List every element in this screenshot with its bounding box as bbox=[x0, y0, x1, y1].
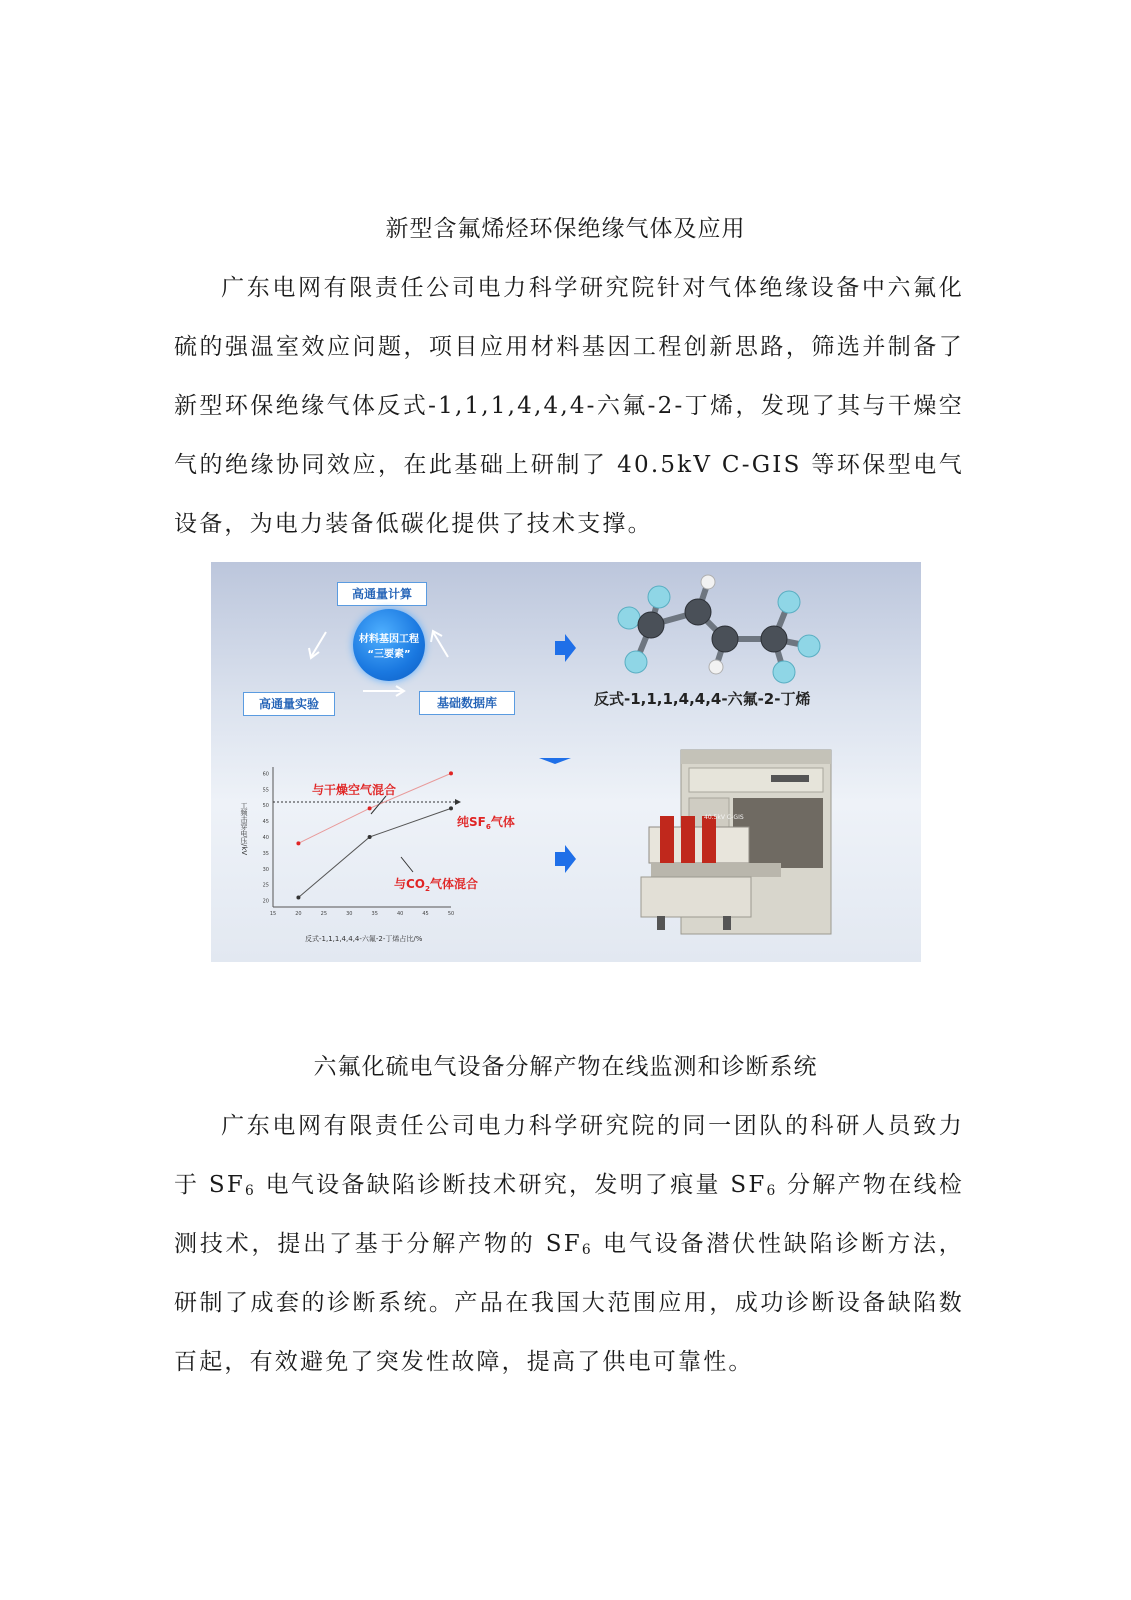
arrow-right-bottom bbox=[555, 845, 576, 873]
molecule-model bbox=[618, 575, 820, 683]
chart-x-tick-label: 15 bbox=[269, 911, 277, 917]
box-high-throughput-compute: 高通量计算 bbox=[337, 582, 427, 606]
chart-y-tick-label: 40 bbox=[262, 835, 269, 841]
figure-graphics bbox=[211, 562, 921, 962]
chart-x-tick-label: 25 bbox=[320, 911, 328, 917]
chart-y-tick-label: 20 bbox=[262, 898, 269, 905]
material-genome-circle bbox=[353, 609, 425, 681]
chart-point bbox=[296, 895, 300, 899]
section2-paragraph bbox=[174, 1097, 964, 1392]
chart-y-tick-label: 35 bbox=[262, 850, 269, 857]
section1-text: 广东电网有限责任公司电力科学研究院针对气体绝缘设备中六氟化硫的强温室效应问题，项目应用材料基因工程创新思路，筛选并制备了新型环保绝缘气体反式-1,1,1,4,4,4-六氟-2-丁烯，发现了其与干燥空气的绝缘协同效应，在此基础上研制了 40.5kV C-GIS 等环保型电气设备，为电力装备低碳化提供了技术支撑。 bbox=[174, 275, 964, 537]
carbon-atom bbox=[712, 626, 738, 652]
section2-text-a: 广东电网有限责任公司电力科学研究院的同一团队的科研人员致力于 SF bbox=[174, 1113, 964, 1198]
chart-x-tick-label: 40 bbox=[396, 911, 404, 917]
chart-x-tick-label: 20 bbox=[295, 911, 302, 917]
circle-line1: 材料基因工程 bbox=[359, 634, 419, 645]
chart-label-air: 与干燥空气混合 bbox=[312, 783, 397, 797]
chart-y-tick-label: 60 bbox=[262, 771, 269, 778]
hydrogen-atom bbox=[709, 660, 723, 674]
hydrogen-atom bbox=[701, 575, 715, 589]
fluorine-atom bbox=[618, 607, 640, 629]
fluorine-atom bbox=[773, 661, 795, 683]
section2-text-d: 电气设备潜伏性缺陷诊断方法，研制了成套的诊断系统。产品在我国大范围应用，成功诊断设备缺陷数百起，有效避免了突发性故障，提高了供电可靠性。 bbox=[174, 1231, 964, 1375]
chart-y-tick-label: 45 bbox=[262, 819, 269, 826]
carbon-atom bbox=[685, 599, 711, 625]
chart-y-tick-label: 30 bbox=[262, 866, 269, 873]
section2-text-b: 电气设备缺陷诊断技术研究，发明了痕量 SF bbox=[256, 1172, 767, 1198]
sf6-label-sub: 6 bbox=[485, 822, 491, 831]
co2-label-b: 气体混合 bbox=[430, 877, 479, 891]
carbon-atom bbox=[638, 612, 664, 638]
sf6-subscript: 6 bbox=[245, 1183, 256, 1199]
circle-line2: “三要素” bbox=[367, 649, 411, 660]
chart-point bbox=[449, 771, 453, 775]
sf6-reference-arrowhead bbox=[455, 799, 461, 805]
section1-title: 新型含氟烯烃环保绝缘气体及应用 bbox=[385, 216, 746, 242]
chart-y-tick-label: 55 bbox=[262, 787, 269, 794]
fluorine-atom bbox=[625, 651, 647, 673]
fluorine-atom bbox=[648, 586, 670, 608]
box-basic-database: 基础数据库 bbox=[419, 691, 515, 715]
chart-label-co2 bbox=[394, 875, 478, 892]
chart-xlabel: 反式-1,1,1,4,4,4-六氟-2-丁烯占比/% bbox=[305, 935, 423, 943]
chart-point bbox=[296, 841, 300, 845]
chart-x-tick-label: 50 bbox=[447, 911, 455, 917]
material-genome-figure bbox=[211, 562, 921, 962]
section2-text bbox=[174, 1097, 964, 1392]
carbon-atom bbox=[761, 626, 787, 652]
fluorine-atom bbox=[778, 591, 800, 613]
sf6-subscript: 6 bbox=[581, 1242, 593, 1258]
chart-point bbox=[368, 835, 372, 839]
box-high-throughput-experiment: 高通量实验 bbox=[243, 692, 335, 716]
chart-ylabel: 工频击穿电压/kV bbox=[240, 802, 248, 856]
switchgear-cabinet bbox=[641, 750, 831, 934]
chart-y-tick-label: 25 bbox=[262, 882, 269, 889]
chart-x-tick-label: 45 bbox=[422, 911, 429, 917]
section2-text-c: 分解产物在线检测技术，提出了基于分解产物的 SF bbox=[174, 1172, 964, 1257]
section1-paragraph bbox=[174, 259, 964, 554]
co2-label-sub: 2 bbox=[425, 884, 431, 893]
sf6-subscript: 6 bbox=[766, 1183, 778, 1199]
arrow-down bbox=[539, 758, 571, 764]
arrow-right-top bbox=[555, 634, 576, 662]
cabinet-nameplate: 40.5kV C-GIS bbox=[704, 814, 744, 821]
chart-point bbox=[368, 806, 372, 810]
sf6-label-b: 气体 bbox=[490, 815, 515, 829]
co2-label-a: 与CO bbox=[394, 877, 426, 891]
sf6-label-a: 纯SF bbox=[457, 815, 486, 829]
section2-title: 六氟化硫电气设备分解产物在线监测和诊断系统 bbox=[313, 1054, 818, 1080]
fluorine-atom bbox=[798, 635, 820, 657]
air-label-leader bbox=[371, 796, 386, 814]
molecule-label: 反式-1,1,1,4,4,4-六氟-2-丁烯 bbox=[594, 690, 811, 708]
chart-x-tick-label: 30 bbox=[346, 911, 353, 917]
chart-point bbox=[449, 806, 453, 810]
chart-x-tick-label: 35 bbox=[371, 911, 378, 917]
co2-label-leader bbox=[401, 857, 413, 872]
chart-label-sf6 bbox=[457, 813, 515, 830]
chart-y-tick-label: 50 bbox=[262, 803, 269, 810]
